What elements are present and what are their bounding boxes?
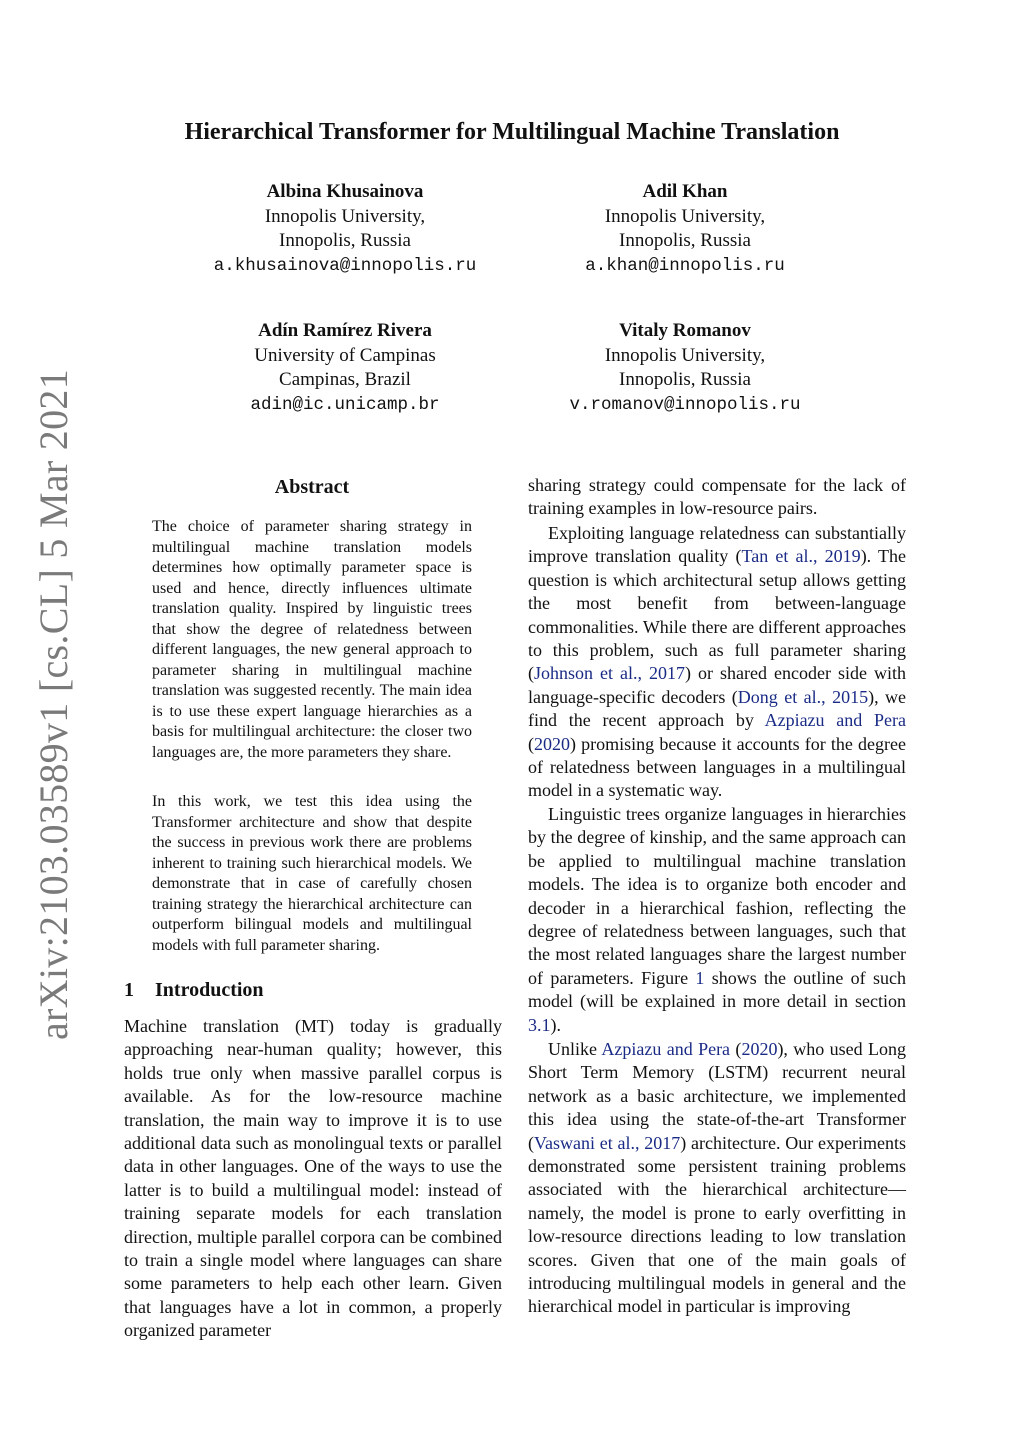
right-column-continuation [528, 474, 906, 521]
text-run: Unlike [548, 1039, 602, 1059]
citation-link[interactable]: Tan et al., 2019 [741, 546, 861, 567]
section-title: Introduction [155, 979, 264, 1001]
text-run: ). The question is which architectural setup allows getting the most benefit from between-language commonalities. While there are different approaches to this problem, such as full parameter sharing ( [528, 546, 907, 684]
abstract-paragraph: The choice of parameter sharing strategy in multilingual machine translation models determines how optimally parameter space is used and hence, directly influences ultimate translation quality. Inspired by linguistic trees that show the degree of relatedness between different languages, the new general approach to parameter sharing in multilingual machine translation was suggested recently. The main idea is to use these expert language hierarchies as a basis for multilingual architecture: the closer two languages are, the more parameters they share. [152, 518, 472, 761]
citation-link[interactable]: 2020 [534, 733, 570, 754]
text-run: ( [730, 1039, 742, 1059]
paper-title: Hierarchical Transformer for Multilingual Machine Translation [184, 119, 840, 145]
intro-paragraph [528, 1038, 906, 1319]
author-name: Adín Ramírez Rivera [258, 320, 432, 341]
author-email: a.khan@innopolis.ru [585, 255, 785, 276]
citation-link[interactable]: Vaswani et al., 2017 [534, 1132, 681, 1153]
author-block [515, 319, 855, 417]
author-block [515, 180, 855, 278]
author-name: Vitaly Romanov [619, 320, 751, 341]
author-affiliation: Innopolis University, [604, 344, 766, 366]
right-column-paragraph [528, 803, 906, 1037]
author-affiliation: Innopolis University, [604, 205, 766, 227]
text-run: Exploiting language relatedness can substantially improve translation quality ( [528, 523, 906, 567]
intro-paragraph: Machine translation (MT) today is gradually approaching near-human quality; however, this holds true only when massive parallel corpus is available. As for the low-resource machine translation, the main way to improve it is to use additional data such as monolingual texts or parallel data in other languages. One of the ways to use the latter is to build a multilingual model: instead of training separate models for each translation direction, multiple parallel corpora can be combined to train a single model where languages can share some parameters to help each other learn. Given that languages have a lot in common, a properly organized parameter [124, 1016, 502, 1341]
text-run: ) architecture. Our experiments demonstrated some persistent training problems associated with the hierarchical architecture—namely, the model is prone to early overfitting in low-resource directions leading to low translation scores. Given that one of the main goals of introducing multilingual models in general and the hierarchical model in particular is improving [528, 1132, 906, 1317]
left-column [124, 1015, 502, 1343]
right-column-paragraph [528, 1038, 906, 1319]
intro-paragraph: sharing strategy could compensate for the lack of training examples in low-resource pairs. [528, 475, 906, 519]
text-run: ). [550, 1014, 561, 1035]
author-location: Innopolis, Russia [619, 369, 751, 390]
intro-paragraph [528, 522, 906, 803]
text-run: ( [528, 733, 534, 754]
author-location: Innopolis, Russia [279, 230, 411, 251]
figure-reference-link[interactable]: 1 [695, 967, 705, 988]
author-email: adin@ic.unicamp.br [250, 394, 440, 415]
intro-paragraph [528, 803, 906, 1037]
text-run: Linguistic trees organize languages in hierarchies by the degree of kinship, and the same approach can be applied to multilingual machine translation models. The idea is to organize both encoder and decoder in a hierarchical fashion, reflecting the degree of relatedness between languages, such that the most related languages share the largest number of parameters. Figure [528, 804, 906, 988]
text-run: ), who used Long Short Term Memory (LSTM) recurrent neural network as a basic architecture, we implemented this idea using the state-of-the-art Transformer ( [528, 1039, 907, 1153]
citation-link[interactable]: 2020 [741, 1039, 778, 1059]
author-email: v.romanov@innopolis.ru [569, 394, 801, 415]
abstract-heading: Abstract [274, 476, 350, 498]
section-number: 1 [124, 979, 134, 1001]
text-run: shows the outline of such model (will be explained in more detail in section [528, 967, 906, 1012]
author-affiliation: Innopolis University, [264, 205, 426, 227]
citation-link[interactable]: Azpiazu and Pera [601, 1039, 731, 1059]
author-name: Albina Khusainova [266, 181, 424, 202]
text-run: ), we find the recent approach by [528, 686, 906, 731]
right-column-paragraph [528, 522, 906, 803]
text-run: ) or shared encoder side with language-specific decoders ( [528, 663, 906, 707]
abstract-paragraph: In this work, we test this idea using the Transformer architecture and show that despite the success in previous work there are problems inherent to training such hierarchical models. We demonstrate that in case of carefully chosen training strategy the hierarchical architecture can outperform bilingual models and multilingual models with full parameter sharing. [152, 793, 472, 954]
author-affiliation: University of Campinas [254, 344, 436, 366]
author-name: Adil Khan [642, 181, 728, 202]
author-block [175, 180, 515, 278]
text-run: ) promising because it accounts for the degree of relatedness between languages in a multilingual model in a systematic way. [528, 733, 906, 801]
section-heading [124, 977, 501, 1003]
section-reference-link[interactable]: 3.1 [528, 1014, 551, 1035]
author-block [175, 319, 515, 417]
citation-link[interactable]: Azpiazu and Pera [764, 710, 906, 731]
citation-link[interactable]: Johnson et al., 2017 [534, 663, 686, 684]
author-location: Campinas, Brazil [279, 369, 411, 390]
author-location: Innopolis, Russia [619, 230, 751, 251]
citation-link[interactable]: Dong et al., 2015 [737, 686, 869, 707]
author-email: a.khusainova@innopolis.ru [213, 255, 477, 276]
arxiv-identifier: arXiv:2103.03589v1 [cs.CL] 5 Mar 2021 [31, 368, 76, 1040]
